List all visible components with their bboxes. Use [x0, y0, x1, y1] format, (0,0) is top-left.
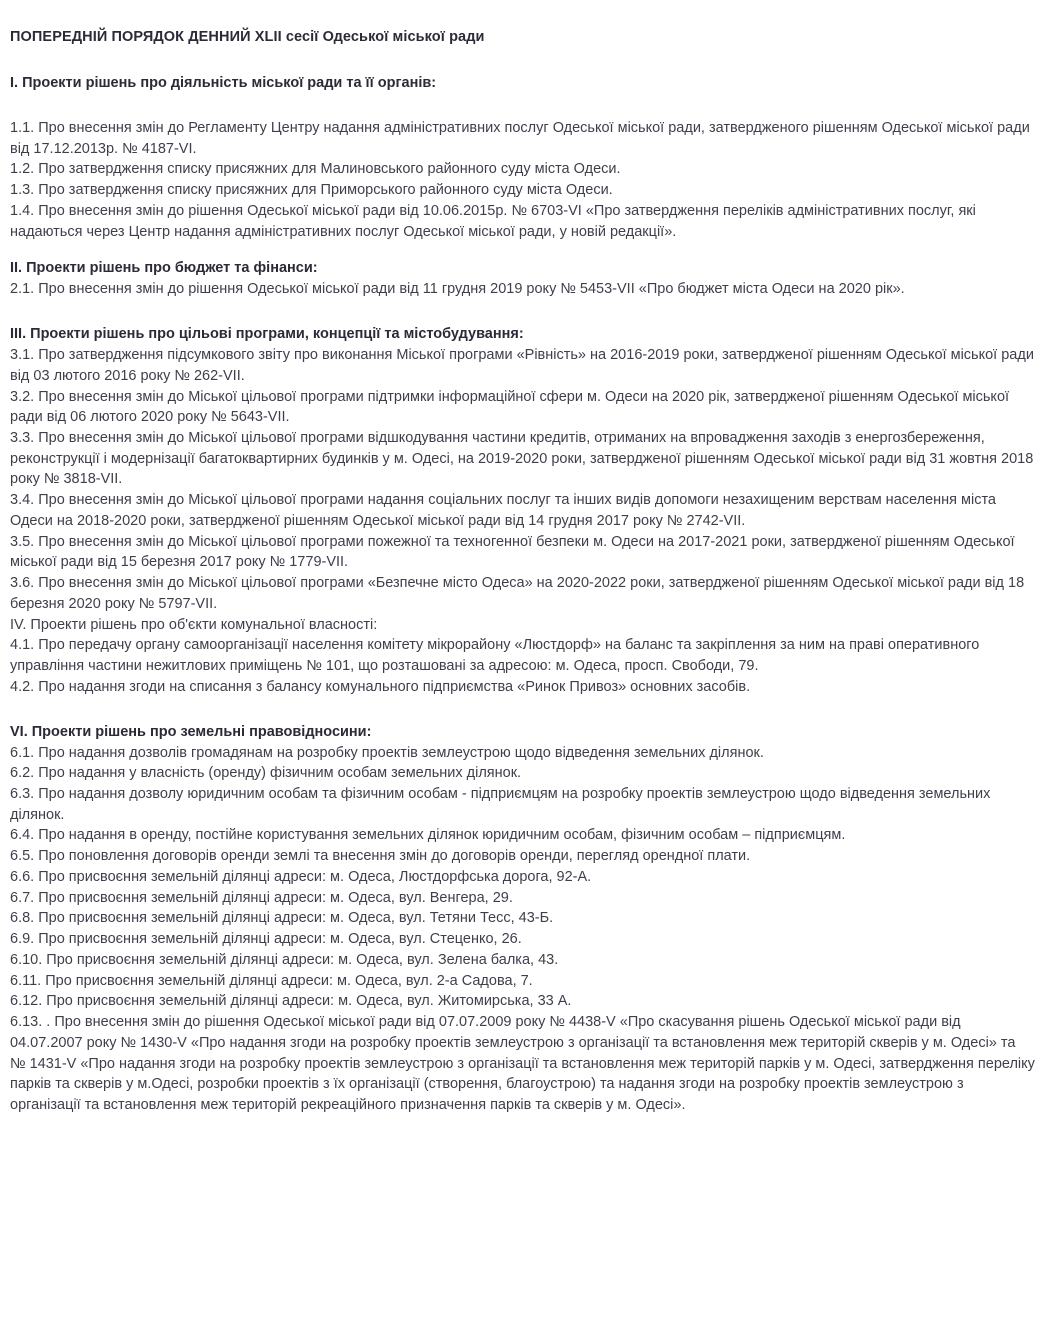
document-paragraph: 6.1. Про надання дозволів громадянам на розробку проектів землеустрою щодо відведення земельних ділянок.	[10, 744, 764, 761]
document-paragraph: 6.2. Про надання у власність (оренду) фізичним особам земельних ділянок.	[10, 765, 522, 782]
document-section-4	[10, 615, 1035, 698]
document-paragraph: 3.5. Про внесення змін до Міської цільової програми пожежної та техногенної безпеки м. Одеси на 2017-2021 роки, затвердженої рішенням Одеської міської ради від 15 березня 2017 року № 1779-VII.	[10, 533, 1015, 571]
document-paragraph: 6.3. Про надання дозволу юридичним особам та фізичним особам - підприємцям на розробку проектів землеустрою щодо відведення земельних ділянок.	[10, 786, 991, 823]
document-paragraph: 3.1. Про затвердження підсумкового звіту про виконання Міської програми «Рівність» на 2016-2019 роки, затвердженої рішенням Одеської міської ради від 03 лютого 2016 року № 262-VII.	[10, 347, 1034, 384]
document-paragraph: 6.7. Про присвоєння земельній ділянці адреси: м. Одеса, вул. Венгера, 29.	[10, 889, 513, 906]
document-paragraph: 6.13. . Про внесення змін до рішення Одеської міської ради від 07.07.2009 року № 4438-V «Про скасування рішень Одеської міської ради від 04.07.2007 року № 1430-V «Про надання згоди на розробку проектів землеустрою з організації та встановлення меж територій скверів у м. Одесі» та № 1431-V «Про надання згоди на розробку проектів землеустрою з організації та встановлення меж територій парків у м. Одесі, затвердження переліку парків та скверів у м.Одесі, розробки проектів з їх організації (створення, благоустрою) та надання згоди на розробку проектів землеустрою з організації та встановлення меж територій рекреаційного призначення парків та скверів у м. Одесі».	[10, 1014, 1035, 1114]
document-paragraph: 6.12. Про присвоєння земельній ділянці адреси: м. Одеса, вул. Житомирська, 33 А.	[10, 993, 572, 1010]
document-section-6	[10, 722, 1035, 1116]
section-heading: VI. Проекти рішень про земельні правовідносини:	[10, 723, 372, 740]
section-heading: I. Проекти рішень про діяльність міської ради та її органів:	[10, 74, 437, 91]
document-section-1	[10, 73, 1035, 242]
section-heading-plain: IV. Проекти рішень про об'єкти комунальної власності:	[10, 616, 378, 633]
document-paragraph: 6.11. Про присвоєння земельній ділянці адреси: м. Одеса, вул. 2-а Садова, 7.	[10, 972, 533, 989]
section-heading: III. Проекти рішень про цільові програми, концепції та містобудування:	[10, 326, 524, 343]
document-paragraph: 4.2. Про надання згоди на списання з балансу комунального підприємства «Ринок Привоз» основних засобів.	[10, 678, 751, 695]
document-paragraph: 6.4. Про надання в оренду, постійне користування земельних ділянок юридичним особам, фізичним особам – підприємцям.	[10, 827, 846, 844]
document-paragraph: 6.8. Про присвоєння земельній ділянці адреси: м. Одеса, вул. Тетяни Тесс, 43-Б.	[10, 910, 554, 927]
document-paragraph: 6.5. Про поновлення договорів оренди землі та внесення змін до договорів оренди, перегляд орендної плати.	[10, 848, 751, 865]
document-paragraph: 6.10. Про присвоєння земельній ділянці адреси: м. Одеса, вул. Зелена балка, 43.	[10, 951, 559, 968]
section-heading: II. Проекти рішень про бюджет та фінанси:	[10, 260, 318, 277]
document-paragraph: 1.4. Про внесення змін до рішення Одеської міської ради від 10.06.2015р. № 6703-VI «Про затвердження переліків адміністративних послуг, які надаються через Центр надання адміністративних послуг Одеської міської ради, у новій редакції».	[10, 202, 976, 240]
page-title: ПОПЕРЕДНІЙ ПОРЯДОК ДЕННИЙ XLII сесії Одеської міської ради	[10, 29, 485, 45]
document-paragraph: 3.6. Про внесення змін до Міської цільової програми «Безпечне місто Одеса» на 2020-2022 роки, затвердженої рішенням Одеської міської ради від 18 березня 2020 року № 5797-VII.	[10, 575, 1025, 612]
document-paragraph: 1.1. Про внесення змін до Регламенту Центру надання адміністративних послуг Одеської міської ради, затвердженого рішенням Одеської міської ради від 17.12.2013р. № 4187-VI.	[10, 119, 1030, 157]
document-paragraph: 4.1. Про передачу органу самоорганізації населення комітету мікрорайону «Люстдорф» на баланс та закріплення за ним на праві оперативного управління частини нежитлових приміщень № 101, що розташовані за адресою: м. Одеса, просп. Свободи, 79.	[10, 637, 980, 675]
document-paragraph: 2.1. Про внесення змін до рішення Одеської міської ради від 11 грудня 2019 року № 5453-VII «Про бюджет міста Одеси на 2020 рік».	[10, 281, 905, 298]
document-section-3	[10, 324, 1035, 615]
document-paragraph: 1.2. Про затвердження списку присяжних для Малиновського районного суду міста Одеси.	[10, 161, 621, 178]
document-section-2	[10, 258, 1035, 300]
document-paragraph: 1.3. Про затвердження списку присяжних для Приморського районного суду міста Одеси.	[10, 182, 613, 199]
document-paragraph: 6.6. Про присвоєння земельній ділянці адреси: м. Одеса, Люстдорфська дорога, 92-А.	[10, 868, 592, 885]
document-paragraph: 3.4. Про внесення змін до Міської цільової програми надання соціальних послуг та інших видів допомоги незахищеним верствам населення міста Одеси на 2018-2020 роки, затвердженої рішенням Одеської міської ради від 14 грудня 2017 року № 2742-VII.	[10, 492, 996, 529]
document-paragraph: 3.2. Про внесення змін до Міської цільової програми підтримки інформаційної сфери м. Одеси на 2020 рік, затвердженої рішенням Одеської міської ради від 06 лютого 2020 року № 5643-VII.	[10, 388, 1010, 426]
document-paragraph: 3.3. Про внесення змін до Міської цільової програми відшкодування частини кредитів, отриманих на впровадження заходів з енергозбереження, реконструкції і модернізації багатоквартирних будинків у м. Одесі, на 2019-2020 роки, затвердженої рішенням Одеської міської ради від 31 жовтня 2018 року № 3818-VII.	[10, 429, 1034, 488]
document-paragraph: 6.9. Про присвоєння земельній ділянці адреси: м. Одеса, вул. Стеценко, 26.	[10, 931, 522, 948]
